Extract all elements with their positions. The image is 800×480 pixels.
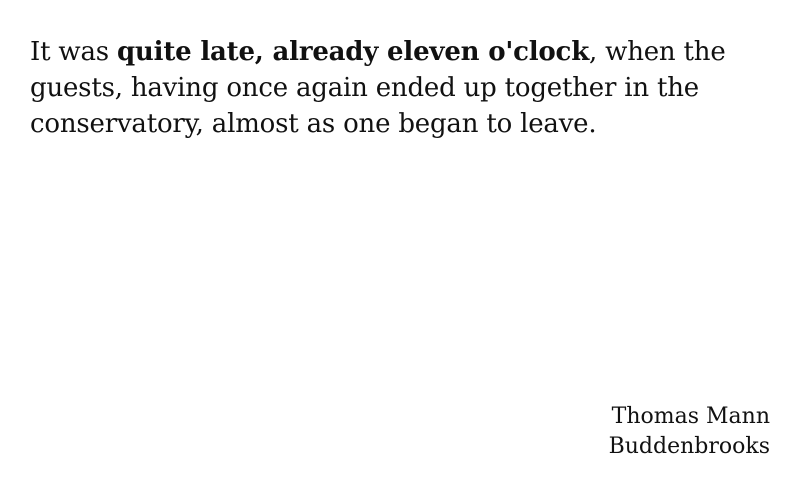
quote-intro: It was: [30, 37, 117, 67]
author-name: Thomas Mann: [611, 404, 770, 429]
quote-rest: , when the guests, having once again ended up together in the conservatory, almost as one began to leave.: [30, 37, 726, 139]
attribution: [609, 402, 770, 462]
book-title: Buddenbrooks: [608, 434, 770, 459]
quote-text: [30, 34, 770, 142]
quote-emphasis: quite late, already eleven o'clock: [116, 37, 590, 67]
